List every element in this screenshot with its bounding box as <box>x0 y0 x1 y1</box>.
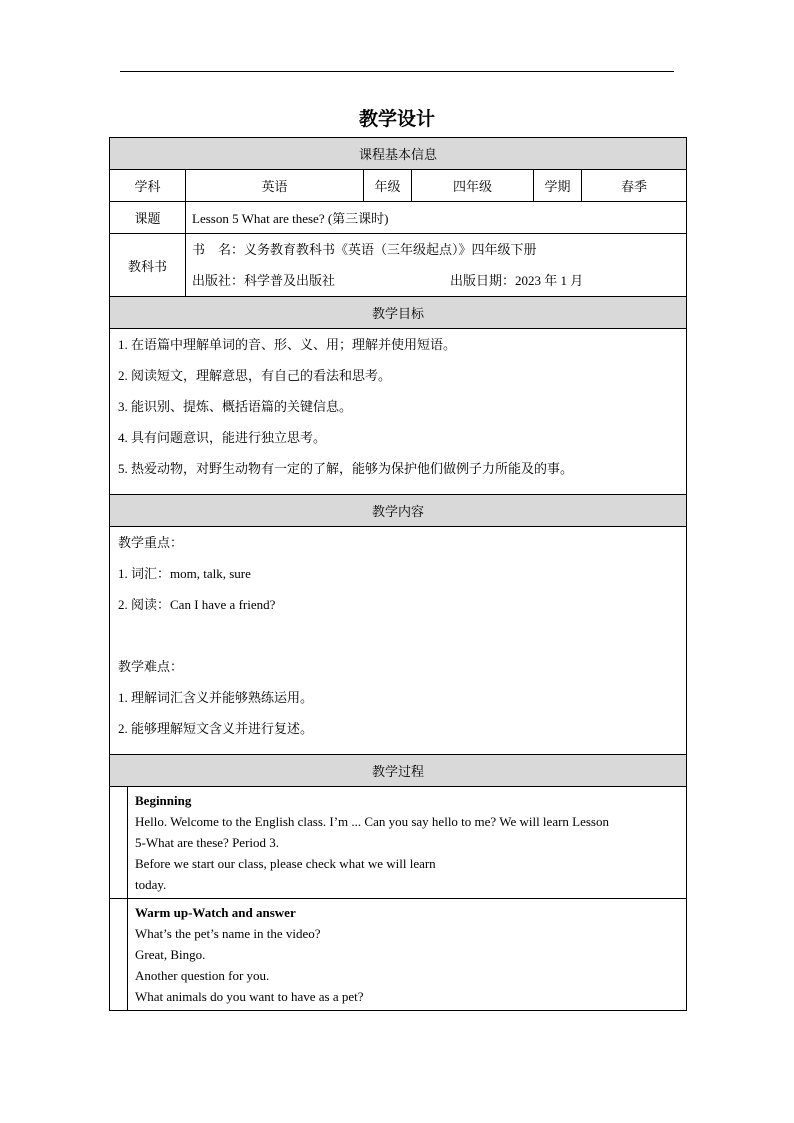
section-line: Great, Bingo. <box>135 947 206 962</box>
process-margin-cell <box>110 899 128 1011</box>
key-point-item: 1. 词汇：mom, talk, sure <box>118 566 251 581</box>
section-heading: Beginning <box>135 793 192 808</box>
content-list <box>110 527 687 755</box>
header-rule <box>120 71 674 72</box>
key-points-title: 教学重点： <box>118 535 184 550</box>
textbook-publisher: 出版社：科学普及出版社 <box>192 273 336 288</box>
topic-value: Lesson 5 What are these? (第三课时) <box>186 202 687 234</box>
process-section-beginning <box>128 787 687 899</box>
lesson-plan-table <box>109 137 687 1011</box>
objective-item: 4. 具有问题意识，能进行独立思考。 <box>118 430 327 445</box>
textbook-publisher-row <box>192 265 686 296</box>
section-line: What’s the pet’s name in the video? <box>135 926 321 941</box>
textbook-info <box>186 234 687 297</box>
spacer <box>118 626 678 657</box>
difficulty-item: 1. 理解词汇含义并能够熟练运用。 <box>118 690 314 705</box>
section-line: today. <box>135 877 167 892</box>
textbook-label: 教科书 <box>110 234 186 297</box>
objective-item: 1. 在语篇中理解单词的音、形、义、用；理解并使用短语。 <box>118 337 457 352</box>
difficulty-title: 教学难点： <box>118 659 184 674</box>
grade-value: 四年级 <box>412 170 534 202</box>
textbook-date: 出版日期：2023 年 1 月 <box>450 273 584 288</box>
topic-label: 课题 <box>110 202 186 234</box>
objective-item: 3. 能识别、提炼、概括语篇的关键信息。 <box>118 399 353 414</box>
section-heading: Warm up-Watch and answer <box>135 905 296 920</box>
key-point-item: 2. 阅读：Can I have a friend? <box>118 597 276 612</box>
term-label: 学期 <box>534 170 582 202</box>
section-line: Hello. Welcome to the English class. I’m ... Can you say hello to me? We will learn Lesson <box>135 814 609 829</box>
process-section-warmup <box>128 899 687 1011</box>
document-title: 教学设计 <box>358 108 435 130</box>
subject-label: 学科 <box>110 170 186 202</box>
term-value: 春季 <box>582 170 687 202</box>
process-header: 教学过程 <box>110 755 687 787</box>
objective-item: 5. 热爱动物，对野生动物有一定的了解，能够为保护他们做例子力所能及的事。 <box>118 461 574 476</box>
basic-info-header: 课程基本信息 <box>110 138 687 170</box>
content-header: 教学内容 <box>110 495 687 527</box>
objectives-header: 教学目标 <box>110 297 687 329</box>
difficulty-item: 2. 能够理解短文含义并进行复述。 <box>118 721 314 736</box>
objective-item: 2. 阅读短文，理解意思，有自己的看法和思考。 <box>118 368 392 383</box>
subject-value: 英语 <box>186 170 364 202</box>
section-line: Another question for you. <box>135 968 270 983</box>
section-line: Before we start our class, please check what we will learn <box>135 856 436 871</box>
objectives-list <box>110 329 687 495</box>
section-line: What animals do you want to have as a pet? <box>135 989 364 1004</box>
process-margin-cell <box>110 787 128 899</box>
grade-label: 年级 <box>364 170 412 202</box>
textbook-name: 书 名：义务教育教科书《英语（三年级起点）》四年级下册 <box>192 242 537 257</box>
section-line: 5-What are these? Period 3. <box>135 835 280 850</box>
